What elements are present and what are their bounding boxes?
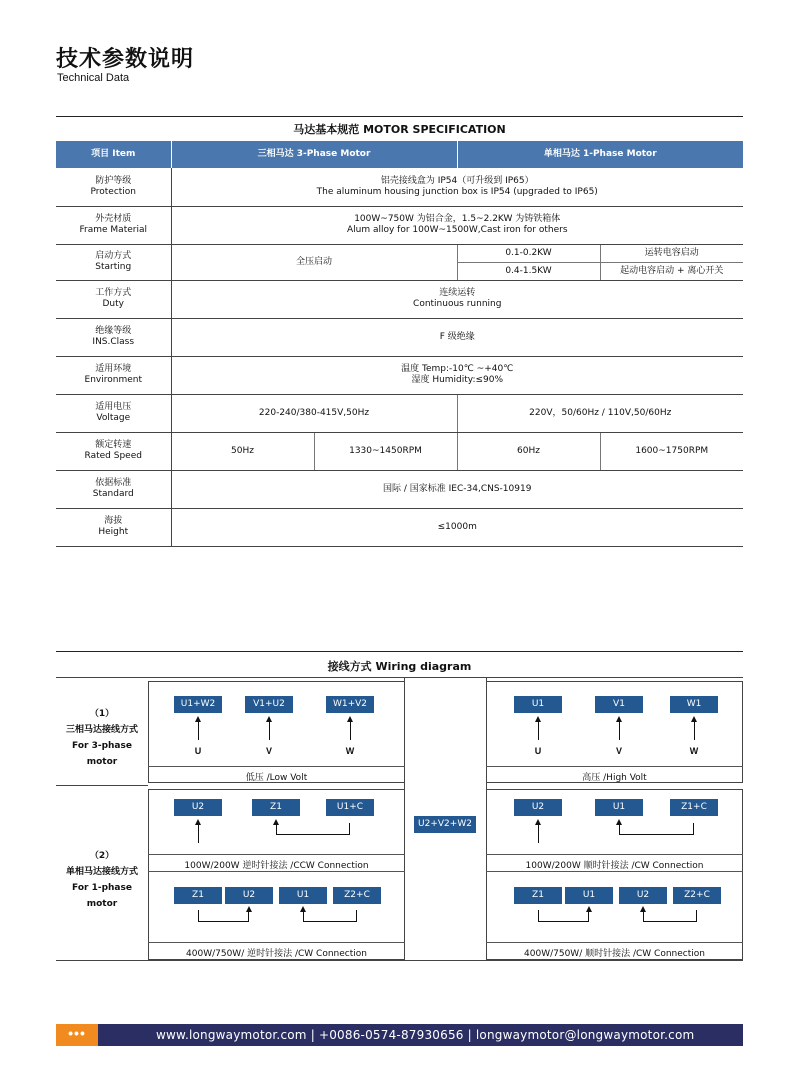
wiring-label-divider	[56, 785, 148, 786]
terminal-box: Z1	[174, 887, 222, 904]
row-environment	[56, 356, 743, 394]
terminal-box: V1	[595, 696, 643, 713]
row-duty	[56, 280, 743, 318]
row-starting	[56, 244, 743, 262]
phase-letter: W	[689, 746, 699, 756]
starting-method-1: 运转电容启动	[600, 244, 743, 262]
col-item: 项目 Item	[56, 141, 171, 168]
terminal-box: U1	[514, 696, 562, 713]
terminal-box: U2	[174, 799, 222, 816]
row-label: 依据标准 Standard	[56, 470, 171, 508]
caption-sep-ccw-small	[148, 854, 405, 855]
row-value: 连续运转 Continuous running	[171, 280, 743, 318]
connector-line	[276, 823, 350, 835]
arrow-shaft	[269, 720, 270, 740]
phase-letter: U	[534, 746, 542, 756]
arrow-shaft	[198, 720, 199, 740]
connector-line	[619, 823, 694, 835]
ccw-small-caption: 100W/200W 逆时针接法 /CCW Connection	[184, 861, 369, 871]
speed-rpm-2: 1600~1750RPM	[600, 432, 743, 470]
low-volt-caption: 低压 /Low Volt	[245, 773, 308, 783]
ccw-large-caption: 400W/750W/ 逆时针接法 /CW Connection	[186, 949, 367, 959]
terminal-box: Z1	[252, 799, 300, 816]
row-value: 温度 Temp:-10℃ ~+40℃ 湿度 Humidity:≤90%	[171, 356, 743, 394]
three-phase-label: （1） 三相马达接线方式 For 3-phase motor	[65, 709, 138, 767]
terminal-box: U2	[514, 799, 562, 816]
starting-method-2: 起动电容启动 + 离心开关	[600, 262, 743, 280]
row-standard	[56, 470, 743, 508]
terminal-box: U1	[565, 887, 613, 904]
row-frame	[56, 206, 743, 244]
row-value: 100W~750W 为铝合金，1.5~2.2KW 为铸铁箱体 Alum alloy for 100W~1500W,Cast iron for others	[171, 206, 743, 244]
row-label: 防护等级 Protection	[56, 168, 171, 206]
wiring-bottom-rule	[56, 960, 743, 961]
col-single-phase: 单相马达 1-Phase Motor	[457, 141, 743, 168]
starting-three-phase: 全压启动	[171, 244, 457, 280]
row-ins-class	[56, 318, 743, 356]
row-protection	[56, 168, 743, 206]
terminal-box: U2	[619, 887, 667, 904]
row-label: 启动方式 Starting	[56, 244, 171, 280]
caption-sep-cw-small	[486, 854, 743, 855]
voltage-three-phase: 220-240/380-415V,50Hz	[171, 394, 457, 432]
terminal-box: U1+C	[326, 799, 374, 816]
arrow-shaft	[198, 823, 199, 843]
page-title: 技术参数说明	[56, 47, 195, 72]
footer-contact: www.longwaymotor.com | +0086-0574-87930656 | longwaymotor@longwaymotor.com	[156, 1028, 695, 1042]
row-voltage	[56, 394, 743, 432]
starting-power-2: 0.4-1.5KW	[457, 262, 600, 280]
voltage-single-phase: 220V，50/60Hz / 110V,50/60Hz	[457, 394, 743, 432]
spec-title: 马达基本规范 MOTOR SPECIFICATION	[293, 123, 506, 136]
terminal-box: Z1	[514, 887, 562, 904]
caption-sep-cw-top	[486, 871, 743, 872]
terminal-box: Z2+C	[333, 887, 381, 904]
cw-large-caption: 400W/750W/ 顺时针接法 /CW Connection	[524, 949, 705, 959]
terminal-box: W1+V2	[326, 696, 374, 713]
wiring-top-rule	[56, 651, 743, 652]
spec-header-row	[56, 141, 743, 168]
row-label: 海拔 Height	[56, 508, 171, 546]
starting-power-1: 0.1-0.2KW	[457, 244, 600, 262]
speed-freq-2: 60Hz	[457, 432, 600, 470]
connector-line	[538, 910, 589, 922]
page-subtitle: Technical Data	[57, 72, 130, 84]
phase-letter: V	[265, 746, 272, 756]
phase-letter: W	[345, 746, 355, 756]
row-label: 适用环境 Environment	[56, 356, 171, 394]
row-label: 绝缘等级 INS.Class	[56, 318, 171, 356]
arrow-shaft	[538, 823, 539, 843]
speed-rpm-1: 1330~1450RPM	[314, 432, 457, 470]
caption-sep-low	[148, 766, 405, 767]
row-label: 工作方式 Duty	[56, 280, 171, 318]
connector-line	[303, 910, 357, 922]
terminal-box: W1	[670, 696, 718, 713]
col-three-phase: 三相马达 3-Phase Motor	[171, 141, 457, 168]
row-value: 铝壳接线盒为 IP54（可升级到 IP65） The aluminum housing junction box is IP54 (upgraded to IP65)	[171, 168, 743, 206]
connector-line	[198, 910, 249, 922]
caption-sep-ccw-large	[148, 942, 405, 943]
caption-sep-high	[486, 766, 743, 767]
single-phase-label: （2） 单相马达接线方式 For 1-phase motor	[65, 851, 138, 909]
spec-top-rule	[56, 116, 743, 117]
row-value: 国际 / 国家标准 IEC-34,CNS-10919	[171, 470, 743, 508]
row-value: F 级绝缘	[171, 318, 743, 356]
arrow-shaft	[694, 720, 695, 740]
star-point-box: U2+V2+W2	[414, 816, 476, 833]
footer-dots-icon: •••	[56, 1024, 98, 1046]
wiring-title: 接线方式 Wiring diagram	[327, 660, 472, 673]
caption-sep-cw-large	[486, 942, 743, 943]
cw-small-caption: 100W/200W 顺时针接法 /CW Connection	[525, 861, 704, 871]
terminal-box: V1+U2	[245, 696, 293, 713]
footer-bar	[56, 1024, 743, 1046]
row-label: 适用电压 Voltage	[56, 394, 171, 432]
terminal-box: U2	[225, 887, 273, 904]
wiring-header-rule	[56, 677, 743, 678]
phase-letter: V	[615, 746, 622, 756]
row-rated-speed	[56, 432, 743, 470]
arrow-shaft	[538, 720, 539, 740]
terminal-box: U1	[279, 887, 327, 904]
row-label: 额定转速 Rated Speed	[56, 432, 171, 470]
phase-letter: U	[194, 746, 202, 756]
speed-freq-1: 50Hz	[171, 432, 314, 470]
row-value: ≤1000m	[171, 508, 743, 546]
caption-sep-ccw-top	[148, 871, 405, 872]
terminal-box: U1+W2	[174, 696, 222, 713]
terminal-box: Z2+C	[673, 887, 721, 904]
arrow-shaft	[619, 720, 620, 740]
terminal-box: Z1+C	[670, 799, 718, 816]
row-label: 外壳材质 Frame Material	[56, 206, 171, 244]
arrow-shaft	[350, 720, 351, 740]
row-height	[56, 508, 743, 546]
spec-table	[56, 141, 743, 547]
terminal-box: U1	[595, 799, 643, 816]
connector-line	[643, 910, 697, 922]
high-volt-caption: 高压 /High Volt	[582, 773, 647, 783]
